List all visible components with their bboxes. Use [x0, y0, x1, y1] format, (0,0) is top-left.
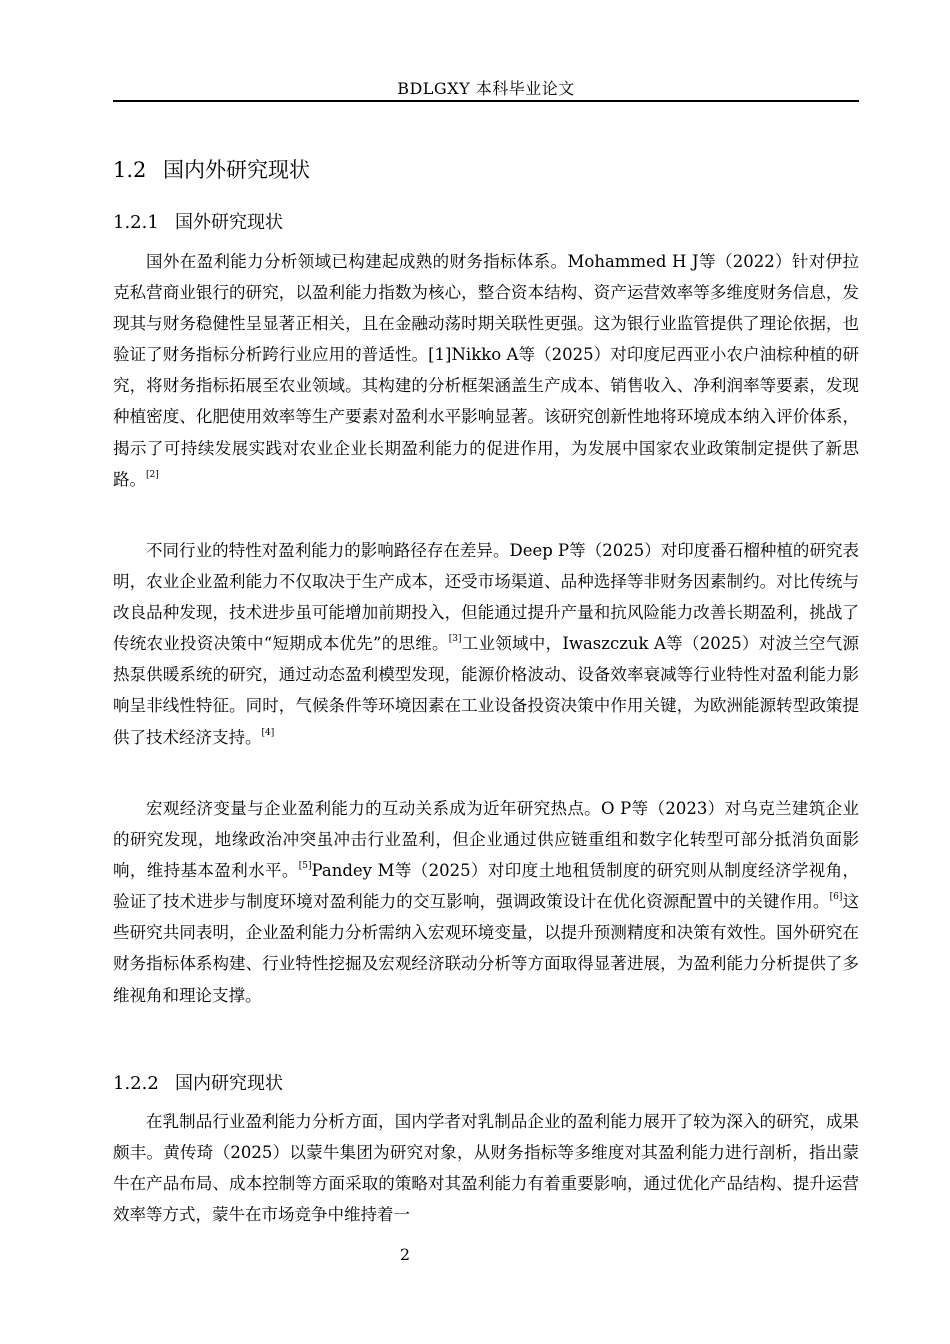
- paragraph-text: 不同行业的特性对盈利能力的影响路径存在差异。Deep P等（2025）对印度番石榴种植的研究表明，农业企业盈利能力不仅取决于生产成本，还受市场渠道、品种选择等非财务因素制约。对比传统与改良品种发现，技术进步虽可能增加前期投入，但能通过提升产量和抗风险能力改善长期盈利，挑战了传统农业投资决策中“短期成本优先”的思维。: [113, 541, 859, 654]
- subsection-number: 1.2.2: [113, 1073, 159, 1094]
- section-title: 国内外研究现状: [163, 158, 310, 182]
- citation: [6]: [829, 892, 843, 903]
- paragraph-text: 这些研究共同表明，企业盈利能力分析需纳入宏观环境变量，以提升预测精度和决策有效性。国外研究在财务指标体系构建、行业特性挖掘及宏观经济联动分析等方面取得显著进展，为盈利能力分析提供了多维视角和理论支撑。: [113, 892, 860, 1005]
- paragraph-text: 宏观经济变量与企业盈利能力的互动关系成为近年研究热点。O P等（2023）对乌克兰建筑企业的研究发现，地缘政治冲突虽冲击行业盈利，但企业通过供应链重组和数字化转型可部分抵消负面影响，维持基本盈利水平。: [113, 799, 859, 881]
- page-header: BDLGXY 本科毕业论文: [397, 79, 575, 98]
- citation: [3]: [448, 634, 462, 645]
- paragraph-text: 国外在盈利能力分析领域已构建起成熟的财务指标体系。Mohammed H J等（2022）针对伊拉克私营商业银行的研究，以盈利能力指数为核心，整合资本结构、资产运营效率等多维度财务信息，发现其与财务稳健性呈显著正相关，且在金融动荡时期关联性更强。这为银行业监管提供了理论依据，也验证了财务指标分析跨行业应用的普适性。[1]Nikko A等（2025）对印度尼西亚小农户油棕种植的研究，将财务指标拓展至农业领域。其构建的分析框架涵盖生产成本、销售收入、净利润率等要素，发现种植密度、化肥使用效率等生产要素对盈利水平影响显著。该研究创新性地将环境成本纳入评价体系，揭示了可持续发展实践对农业企业长期盈利能力的促进作用，为发展中国家农业政策制定提供了新思路。: [113, 252, 859, 489]
- subsection-title: 国内研究现状: [175, 1073, 283, 1094]
- paragraph-foreign-2: [113, 535, 859, 753]
- paragraph-domestic-1: [113, 1106, 859, 1230]
- paragraph-text: 工业领域中，Iwaszczuk A等（2025）对波兰空气源热泵供暖系统的研究，通过动态盈利模型发现，能源价格波动、设备效率衰减等行业特性对盈利能力影响呈非线性特征。同时，气候条件等环境因素在工业设备投资决策中作用关键，为欧洲能源转型政策提供了技术经济支持。: [113, 634, 859, 747]
- section-heading: [113, 154, 310, 184]
- subsection-heading-foreign: [113, 208, 283, 234]
- subsection-number: 1.2.1: [113, 212, 159, 233]
- page-number: 2: [399, 1245, 411, 1264]
- subsection-heading-domestic: [113, 1069, 283, 1095]
- paragraph-text: Pandey M等（2025）对印度土地租赁制度的研究则从制度经济学视角，验证了技术进步与制度环境对盈利能力的交互影响，强调政策设计在优化资源配置中的关键作用。: [113, 861, 860, 912]
- citation: [2]: [146, 469, 159, 480]
- citation: [4]: [261, 727, 275, 738]
- paragraph-text: 在乳制品行业盈利能力分析方面，国内学者对乳制品企业的盈利能力展开了较为深入的研究，成果颇丰。黄传琦（2025）以蒙牛集团为研究对象，从财务指标等多维度对其盈利能力进行剖析，指出蒙牛在产品布局、成本控制等方面采取的策略对其盈利能力有着重要影响，通过优化产品结构、提升运营效率等方式，蒙牛在市场竞争中维持着一: [113, 1112, 859, 1225]
- citation: [5]: [298, 861, 312, 872]
- section-number: 1.2: [113, 158, 147, 182]
- subsection-title: 国外研究现状: [175, 212, 283, 233]
- header-rule: [113, 100, 859, 102]
- paragraph-foreign-1: [113, 246, 859, 495]
- paragraph-foreign-3: [113, 793, 859, 1011]
